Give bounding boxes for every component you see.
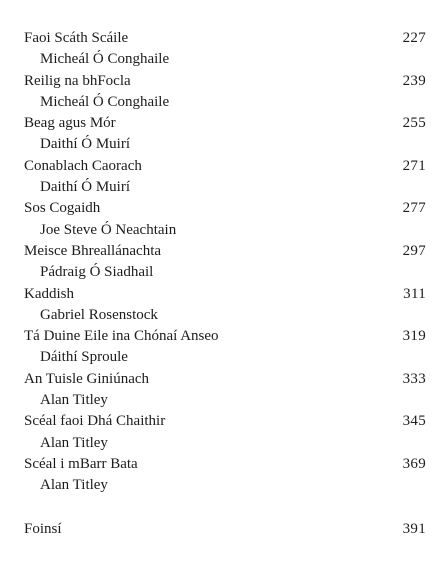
toc-entry (24, 284, 426, 327)
toc-entry-page-number: 271 (402, 157, 426, 174)
toc-entry-title-row (24, 369, 426, 390)
toc-entry-page-number: 345 (402, 413, 426, 430)
table-of-contents (24, 28, 426, 497)
toc-entry-title-row (24, 326, 426, 347)
toc-entry (24, 71, 426, 114)
toc-entry (24, 454, 426, 497)
toc-entry-page-number: 311 (403, 285, 426, 302)
toc-entry-author: Alan Titley (40, 434, 108, 451)
toc-entry-title-row (24, 454, 426, 475)
toc-entry-title: Scéal faoi Dhá Chaithir (24, 413, 166, 430)
toc-entry-title-row (24, 113, 426, 134)
toc-entry-title-row (24, 71, 426, 92)
toc-appendix-page-number: 391 (402, 521, 426, 537)
toc-entry-author: Alan Titley (40, 477, 108, 494)
toc-entry-author: Micheál Ó Conghaile (40, 51, 170, 68)
toc-entry-page-number: 319 (402, 328, 426, 345)
toc-entry-author: Micheál Ó Conghaile (40, 93, 170, 110)
toc-entry-author: Dáithí Sproule (40, 349, 128, 366)
toc-entry-title: An Tuisle Giniúnach (24, 370, 150, 387)
toc-entry-author: Daithí Ó Muirí (40, 179, 130, 196)
toc-entry-page-number: 277 (402, 200, 426, 217)
toc-entry-title: Reilig na bhFocla (24, 72, 131, 89)
toc-entry (24, 113, 426, 156)
toc-entry (24, 198, 426, 241)
toc-entry (24, 326, 426, 369)
toc-entry-title: Conablach Caorach (24, 157, 142, 174)
toc-entry-title-row (24, 241, 426, 262)
toc-entry-page-number: 227 (402, 30, 426, 46)
toc-entry-title: Faoi Scáth Scáile (24, 30, 129, 46)
toc-entry (24, 28, 426, 71)
toc-entry-page-number: 255 (402, 115, 426, 132)
toc-entry-author: Daithí Ó Muirí (40, 136, 130, 153)
toc-entry-title-row (24, 411, 426, 432)
toc-entry (24, 411, 426, 454)
toc-entry-title: Scéal i mBarr Bata (24, 455, 138, 472)
toc-entry-title: Kaddish (24, 285, 74, 302)
toc-entry-page-number: 297 (402, 242, 426, 259)
toc-entry-author: Joe Steve Ó Neachtain (40, 221, 177, 238)
toc-entry-page-number: 333 (402, 370, 426, 387)
toc-entry-title: Sos Cogaidh (24, 200, 101, 217)
toc-entry (24, 369, 426, 412)
toc-entry-page-number: 369 (402, 455, 426, 472)
toc-entry (24, 156, 426, 199)
toc-entry-title-row (24, 198, 426, 219)
toc-entry-author: Alan Titley (40, 392, 108, 409)
toc-entry-author: Pádraig Ó Siadhail (40, 264, 154, 281)
toc-entry-title: Tá Duine Eile ina Chónaí Anseo (24, 328, 219, 345)
toc-appendix-entry (24, 519, 426, 540)
toc-entry-title-row (24, 284, 426, 305)
toc-entry (24, 241, 426, 284)
toc-entry-title: Meisce Bhreallánachta (24, 242, 162, 259)
toc-entry-title: Beag agus Mór (24, 115, 116, 132)
toc-appendix-row (24, 519, 426, 540)
toc-entry-page-number: 239 (402, 72, 426, 89)
toc-entry-title-row (24, 156, 426, 177)
toc-appendix-title: Foinsí (24, 521, 62, 537)
toc-entry-author: Gabriel Rosenstock (40, 306, 158, 323)
toc-entry-title-row (24, 28, 426, 49)
